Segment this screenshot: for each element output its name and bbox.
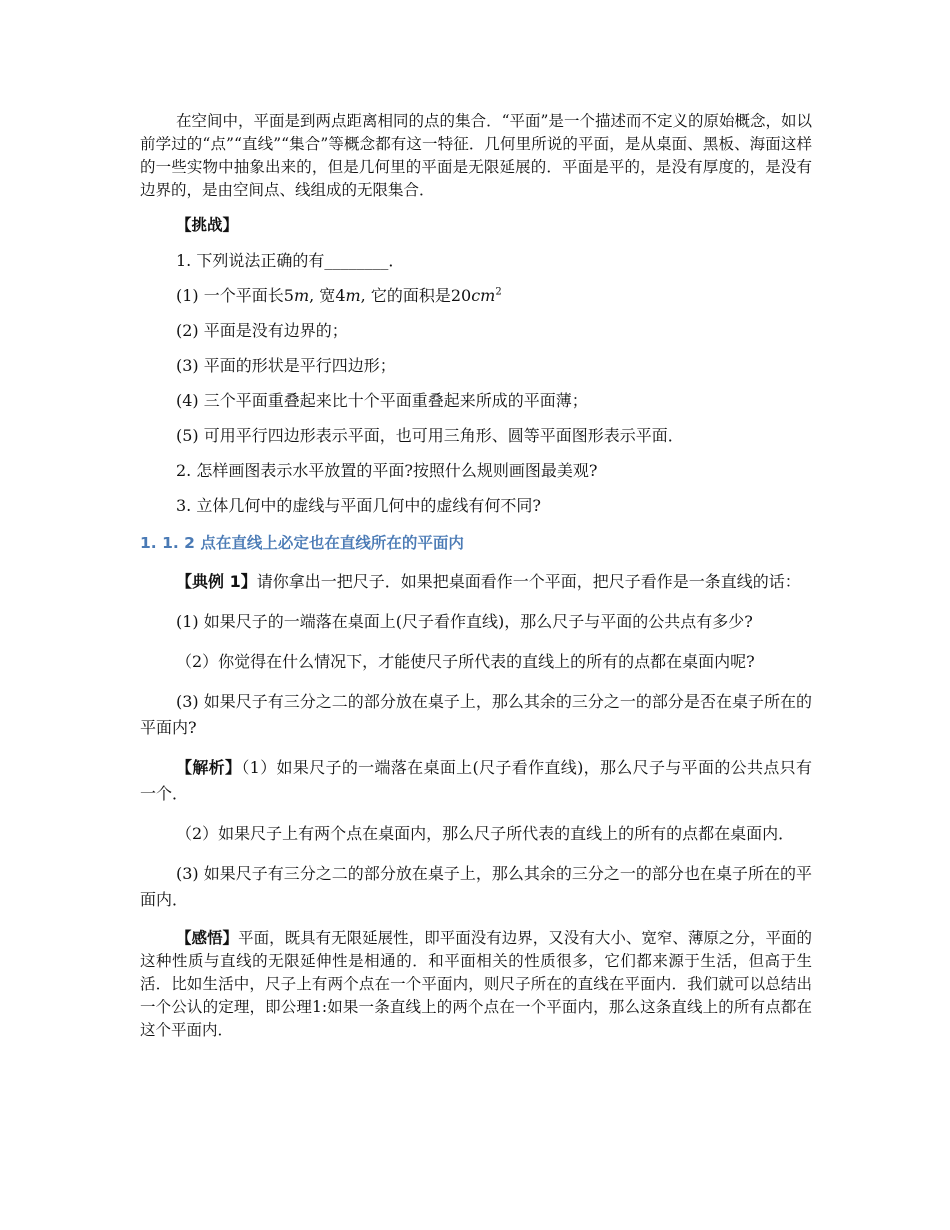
analysis-paragraph-1 [140, 755, 812, 807]
challenge-question-1: 1. 下列说法正确的有________． [176, 251, 405, 270]
analysis-tag: 【解析】 [176, 758, 242, 777]
statement-1-length-unit: m [293, 286, 310, 305]
statement-1-area-unit: cm [471, 286, 496, 305]
example-part-1: (1) 如果尺子的一端落在桌面上(尺子看作直线)，那么尺子与平面的公共点有多少? [176, 612, 753, 631]
example-part-2: （2）你觉得在什么情况下，才能使尺子所代表的直线上的所有的点都在桌面内呢? [176, 652, 755, 671]
challenge-list [140, 249, 812, 517]
example-part-3: (3) 如果尺子有三分之二的部分放在桌子上，那么其余的三分之一的部分是否在桌子所在的平面内? [140, 692, 812, 737]
example-text: 请你拿出一把尺子．如果把桌面看作一个平面，把尺子看作是一条直线的话： [256, 572, 801, 591]
analysis-paragraph-3: (3) 如果尺子有三分之二的部分放在桌子上，那么其余的三分之一的部分也在桌子所在的平面内． [140, 864, 812, 909]
example-tag: 【典例 1】 [176, 572, 257, 591]
section-title: 1. 1. 2 点在直线上必定也在直线所在的平面内 [140, 534, 464, 552]
challenge-statement-5: (5) 可用平行四边形表示平面，也可用三角形、圆等平面图形表示平面． [176, 426, 684, 445]
challenge-question-2: 2. 怎样画图表示水平放置的平面?按照什么规则画图最美观? [176, 461, 598, 480]
challenge-statement-4: (4) 三个平面重叠起来比十个平面重叠起来所成的平面薄； [176, 391, 588, 410]
intro-paragraph: 在空间中，平面是到两点距离相同的点的集合．“平面”是一个描述而不定义的原始概念，如以前学过的“点”“直线”“集合”等概念都有这一特征．几何里所说的平面，是从桌面、黑板、海面这样的一些实物中抽象出来的，但是几何里的平面是无限延展的．平面是平的，是没有厚度的，是没有边界的，是由空间点、线组成的无限集合． [140, 112, 812, 199]
example-paragraph [140, 569, 812, 595]
challenge-heading: 【挑战】 [176, 216, 239, 234]
analysis-paragraph-2: （2）如果尺子上有两个点在桌面内，那么尺子所代表的直线上的所有的点都在桌面内． [176, 824, 795, 843]
reflection-paragraph [140, 927, 812, 1042]
challenge-statement-2: (2) 平面是没有边界的； [176, 321, 348, 340]
reflection-tag: 【感悟】 [176, 929, 239, 947]
statement-1-prefix: (1) 一个平面长 [176, 286, 284, 305]
analysis-text-1: （1）如果尺子的一端落在桌面上(尺子看作直线)，那么尺子与平面的公共点只有一个． [140, 758, 812, 803]
challenge-question-3: 3. 立体几何中的虚线与平面几何中的虚线有何不同? [176, 496, 541, 515]
statement-1-area: 20 [450, 286, 472, 305]
statement-1-width-unit: m [345, 286, 361, 305]
reflection-text: 平面，既具有无限延展性，即平面没有边界，又没有大小、宽窄、薄原之分，平面的这种性质与直线的无限延伸性是相通的．和平面相关的性质很多，它们都来源于生活，但高于生活．比如生活中，尺子上有两个点在一个平面内，则尺子所在的直线在平面内．我们就可以总结出一个公认的定理，即公理1:如果一条直线上的两个点在一个平面内，那么这条直线上的所有点都在这个平面内． [140, 929, 812, 1039]
challenge-statement-1 [140, 284, 812, 307]
statement-1-mid: , 宽 [309, 286, 336, 305]
statement-1-length: 5 [283, 286, 294, 305]
statement-1-exponent: 2 [495, 286, 502, 298]
statement-1-width: 4 [335, 286, 346, 305]
document-page [140, 110, 812, 1042]
statement-1-mid2: , 它的面积是 [360, 286, 451, 305]
challenge-statement-3: (3) 平面的形状是平行四边形； [176, 356, 396, 375]
